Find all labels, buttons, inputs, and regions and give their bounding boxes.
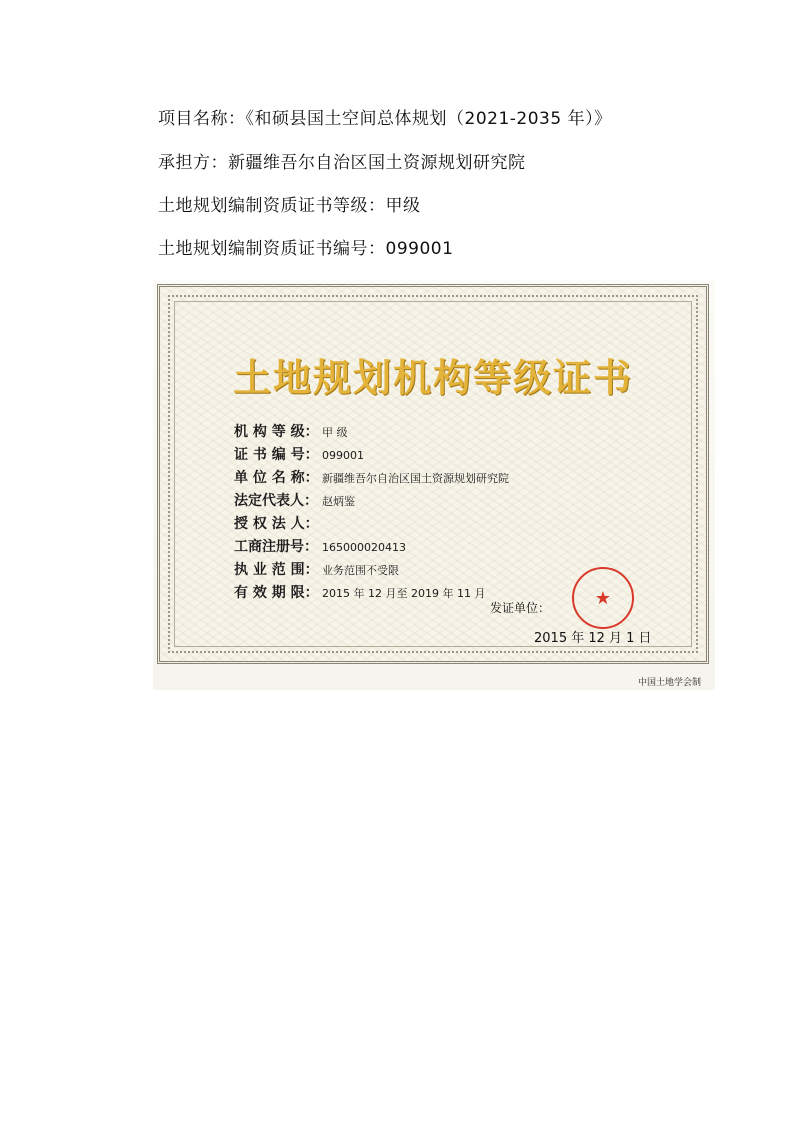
qualification-level-line: 土地规划编制资质证书等级：甲级 [158,196,421,216]
field-legal-rep [234,490,355,510]
certificate-frame [157,284,709,664]
field-value: 165000020413 [322,541,406,554]
field-label: 证 书 编 号： [234,447,319,463]
field-registration-number [234,536,406,556]
field-cert-number [234,444,364,464]
field-label: 法定代表人： [234,493,318,509]
undertaker-line: 承担方：新疆维吾尔自治区国土资源规划研究院 [158,153,526,173]
field-practice-scope [234,559,399,579]
field-value: 099001 [322,449,364,462]
field-value: 甲 级 [322,426,348,439]
star-icon: ★ [594,587,612,609]
field-unit-name [234,467,509,487]
certificate-image [153,280,715,690]
certificate-number-line: 土地规划编制资质证书编号：099001 [158,239,454,259]
official-seal [572,567,634,629]
field-value: 业务范围不受限 [322,564,399,577]
certificate-maker: 中国土地学会制 [637,678,701,688]
project-name-line: 项目名称：《和硕县国土空间总体规划（2021-2035 年）》 [158,109,612,129]
field-value: 新疆维吾尔自治区国土资源规划研究院 [322,472,509,485]
issuer-label: 发证单位： [490,601,551,615]
field-validity [234,582,485,602]
field-label: 授 权 法 人： [234,516,319,532]
field-label: 机 构 等 级： [234,424,319,440]
issue-date: 2015 年 12 月 1 日 [534,631,652,646]
field-authorized-legal [234,513,322,533]
certificate-title: 土地规划机构等级证书 [232,356,633,400]
field-label: 工商注册号： [234,539,318,555]
field-label: 单 位 名 称： [234,470,319,486]
field-label: 有 效 期 限： [234,585,319,601]
field-value: 2015 年 12 月至 2019 年 11 月 [322,587,486,600]
field-value: 赵炳鉴 [322,495,355,508]
field-label: 执 业 范 围： [234,562,319,578]
field-level [234,421,348,441]
